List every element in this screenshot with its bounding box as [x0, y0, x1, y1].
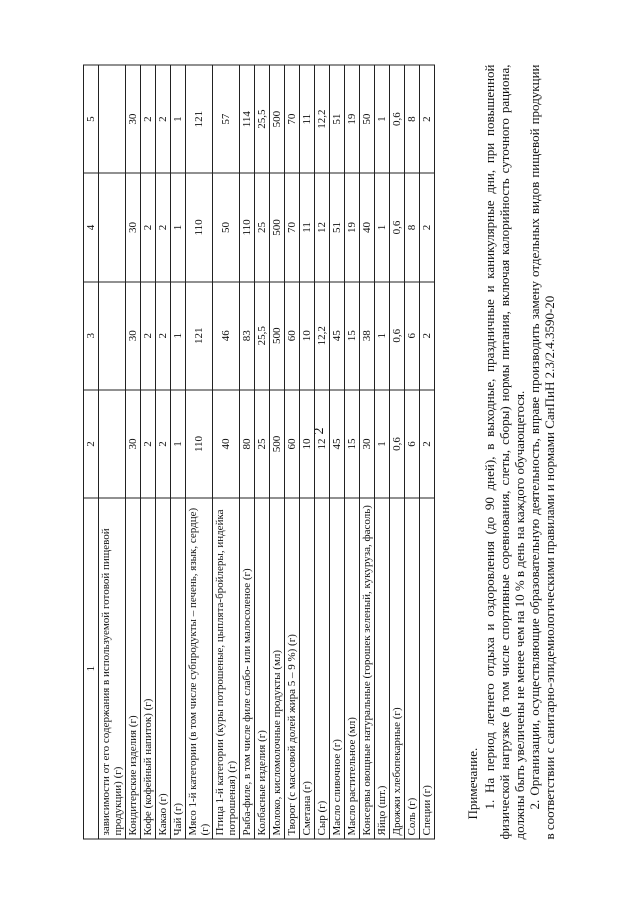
table-row [99, 65, 126, 839]
norm-value-cell: 2 [156, 173, 171, 281]
norm-value-cell: 25 [255, 173, 270, 281]
norm-value-cell: 110 [240, 173, 255, 281]
table-row [156, 65, 171, 839]
norm-value-cell: 6 [405, 282, 420, 390]
norm-value-cell: 2 [141, 282, 156, 390]
column-number-cell: 2 [84, 390, 99, 498]
norm-value-cell: 25,5 [255, 65, 270, 173]
norm-value-cell: 500 [270, 65, 285, 173]
norm-value-cell: 30 [360, 390, 375, 498]
norm-value-cell: 50 [360, 65, 375, 173]
norm-value-cell: 2 [420, 390, 435, 498]
norm-value-cell: 40 [360, 173, 375, 281]
norm-value-cell: 2 [141, 390, 156, 498]
table-row [141, 65, 156, 839]
norm-value-cell: 15 [345, 390, 360, 498]
norm-value-cell: 0,6 [390, 282, 405, 390]
note-item-1: 1. На период летнего отдыха и оздоровления (до 90 дней), в выходные, праздничные и каникулярные дни, при повышенной физической нагрузке (в том числе спортивные соревнования, слеты, сборы) нормы питания, включая калорийность суточного рациона, должны быть увеличены не менее чем на 10 % в день на каждого обучающегося. [482, 64, 527, 840]
norm-value-cell: 57 [213, 65, 240, 173]
norm-value-cell: 12 [315, 390, 330, 498]
food-norms-table [83, 65, 435, 840]
product-name-cell: Соль (г) [405, 498, 420, 839]
table-row [285, 65, 300, 839]
norm-value-cell: 2 [156, 65, 171, 173]
norm-value-cell: 70 [285, 173, 300, 281]
norm-value-cell: 2 [420, 282, 435, 390]
table-row [390, 65, 405, 839]
norm-value-cell: 10 [300, 390, 315, 498]
norm-value-cell: 45 [330, 390, 345, 498]
product-name-cell: Птица 1-й категории (куры потрошеные, цыплята-бройлеры, индейка потрошеная) (г) [213, 498, 240, 839]
norm-value-cell: 30 [126, 173, 141, 281]
product-name-cell: Специи (г) [420, 498, 435, 839]
norm-value-cell: 40 [213, 390, 240, 498]
table-row [405, 65, 420, 839]
norm-value-cell [99, 282, 126, 390]
norm-value-cell: 1 [375, 173, 390, 281]
norm-value-cell: 50 [213, 173, 240, 281]
product-name-cell: Чай (г) [171, 498, 186, 839]
table-row [126, 65, 141, 839]
table-row [186, 65, 213, 839]
norm-value-cell: 83 [240, 282, 255, 390]
norm-value-cell: 60 [285, 282, 300, 390]
product-name-cell: Творог (с массовой долей жира 5 – 9 %) (г) [285, 498, 300, 839]
product-name-cell: Сыр (г) [315, 498, 330, 839]
norm-value-cell: 45 [330, 282, 345, 390]
norm-value-cell: 2 [420, 65, 435, 173]
norm-value-cell: 121 [186, 65, 213, 173]
norm-value-cell: 60 [285, 390, 300, 498]
norm-value-cell: 30 [126, 282, 141, 390]
table-header-row [84, 65, 99, 839]
norm-value-cell: 51 [330, 65, 345, 173]
table-row [330, 65, 345, 839]
norm-value-cell: 1 [375, 65, 390, 173]
norm-value-cell: 12 [315, 173, 330, 281]
norm-value-cell: 12,2 [315, 282, 330, 390]
norm-value-cell: 6 [405, 390, 420, 498]
table-row [171, 65, 186, 839]
norm-value-cell: 110 [186, 173, 213, 281]
norm-value-cell: 46 [213, 282, 240, 390]
table-body [84, 65, 435, 839]
page-number: 2 [312, 427, 327, 435]
norm-value-cell: 11 [300, 65, 315, 173]
norm-value-cell: 25,5 [255, 282, 270, 390]
table-row [315, 65, 330, 839]
notes-section [465, 65, 557, 840]
product-name-cell: зависимости от его содержания в используемой готовой пищевой продукции) (г) [99, 498, 126, 839]
norm-value-cell: 1 [171, 173, 186, 281]
norm-value-cell [99, 65, 126, 173]
norm-value-cell [99, 390, 126, 498]
column-number-cell: 5 [84, 65, 99, 173]
norm-value-cell: 1 [375, 282, 390, 390]
norm-value-cell: 38 [360, 282, 375, 390]
norm-value-cell: 1 [171, 282, 186, 390]
product-name-cell: Масло сливочное (г) [330, 498, 345, 839]
norm-value-cell: 2 [156, 390, 171, 498]
norm-value-cell: 2 [141, 173, 156, 281]
norm-value-cell: 0,6 [390, 65, 405, 173]
norm-value-cell: 1 [171, 390, 186, 498]
column-number-cell: 1 [84, 498, 99, 839]
product-name-cell: Рыба-филе, в том числе филе слабо- или малосоленое (г) [240, 498, 255, 839]
norm-value-cell: 51 [330, 173, 345, 281]
table-row [300, 65, 315, 839]
norm-value-cell: 8 [405, 173, 420, 281]
table-row [255, 65, 270, 839]
notes-title: Примечание. [465, 747, 480, 820]
norm-value-cell: 500 [270, 390, 285, 498]
rotated-page-content [83, 65, 557, 840]
norm-value-cell: 19 [345, 173, 360, 281]
norm-value-cell: 114 [240, 65, 255, 173]
product-name-cell: Яйцо (шт.) [375, 498, 390, 839]
norm-value-cell: 1 [171, 65, 186, 173]
norm-value-cell: 30 [126, 390, 141, 498]
column-number-cell: 3 [84, 282, 99, 390]
table-row [270, 65, 285, 839]
note-item-2: 2. Организации, осуществляющие образовательную деятельность, вправе производить замену отдельных видов пищевой продукции в соответствии с санитарно-эпидемиологическими правилами и нормами СанПиН 2.3/2.4.3590-20 [527, 64, 557, 840]
norm-value-cell [99, 173, 126, 281]
norm-value-cell: 8 [405, 65, 420, 173]
norm-value-cell: 0,6 [390, 390, 405, 498]
norm-value-cell: 19 [345, 65, 360, 173]
norm-value-cell: 121 [186, 282, 213, 390]
norm-value-cell: 110 [186, 390, 213, 498]
table-row [375, 65, 390, 839]
product-name-cell: Консервы овощные натуральные (горошек зеленый, кукуруза, фасоль) [360, 498, 375, 839]
norm-value-cell: 25 [255, 390, 270, 498]
table-row [345, 65, 360, 839]
norm-value-cell: 80 [240, 390, 255, 498]
product-name-cell: Какао (г) [156, 498, 171, 839]
norm-value-cell: 11 [300, 173, 315, 281]
table-row [360, 65, 375, 839]
table-row [240, 65, 255, 839]
product-name-cell: Мясо 1-й категории (в том числе субпродукты – печень, язык, сердце) (г) [186, 498, 213, 839]
norm-value-cell: 0,6 [390, 173, 405, 281]
product-name-cell: Колбасные изделия (г) [255, 498, 270, 839]
norm-value-cell: 10 [300, 282, 315, 390]
norm-value-cell: 2 [420, 173, 435, 281]
table-row [213, 65, 240, 839]
norm-value-cell: 500 [270, 173, 285, 281]
norm-value-cell: 500 [270, 282, 285, 390]
column-number-cell: 4 [84, 173, 99, 281]
norm-value-cell: 30 [126, 65, 141, 173]
norm-value-cell: 15 [345, 282, 360, 390]
norm-value-cell: 2 [156, 282, 171, 390]
product-name-cell: Масло растительное (мл) [345, 498, 360, 839]
product-name-cell: Сметана (г) [300, 498, 315, 839]
product-name-cell: Кондитерские изделия (г) [126, 498, 141, 839]
product-name-cell: Молоко, кисломолочные продукты (мл) [270, 498, 285, 839]
product-name-cell: Дрожжи хлебопекарные (г) [390, 498, 405, 839]
norm-value-cell: 70 [285, 65, 300, 173]
table-row [420, 65, 435, 839]
norm-value-cell: 1 [375, 390, 390, 498]
norm-value-cell: 2 [141, 65, 156, 173]
product-name-cell: Кофе (кофейный напиток) (г) [141, 498, 156, 839]
norm-value-cell: 12,2 [315, 65, 330, 173]
